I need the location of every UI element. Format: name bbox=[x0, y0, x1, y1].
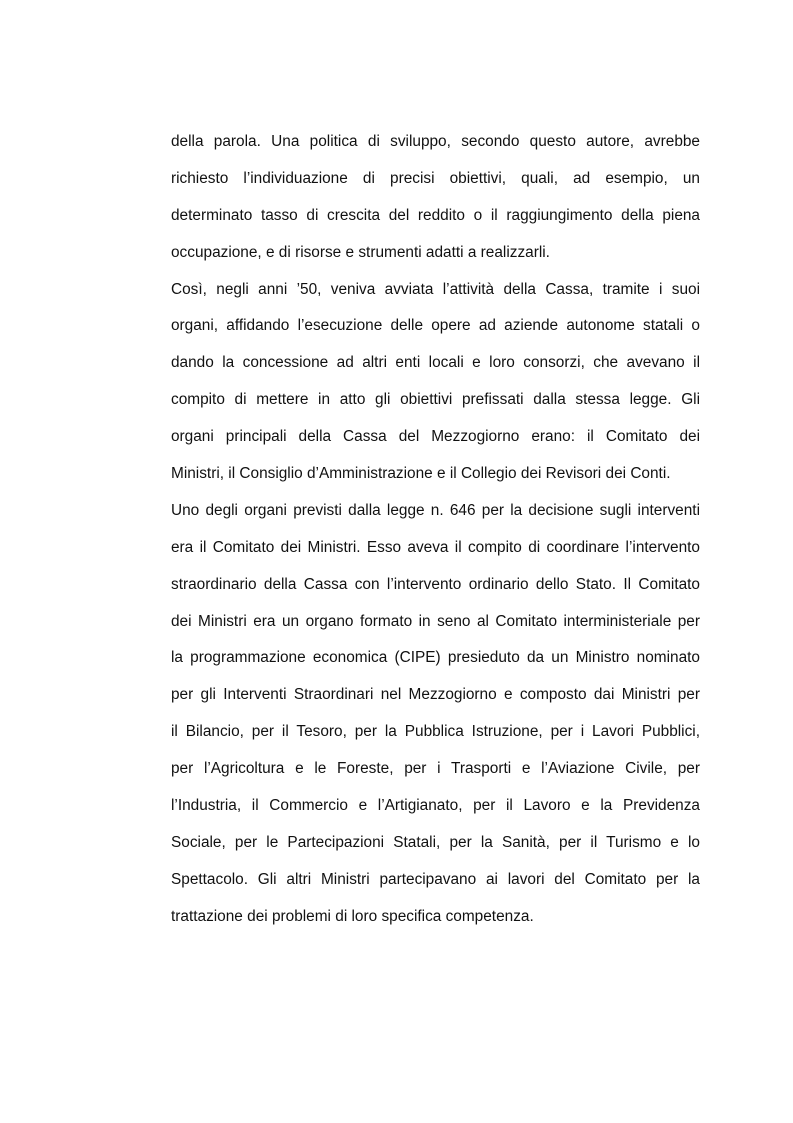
text-line: dei Ministri era un organo formato in seno al Comitato interministeriale per bbox=[171, 612, 700, 630]
text-line: organi principali della Cassa del Mezzogiorno erano: il Comitato dei bbox=[171, 428, 700, 446]
text-line: per l’Agricoltura e le Foreste, per i Trasporti e l’Aviazione Civile, per bbox=[171, 760, 700, 778]
text-line: straordinario della Cassa con l’intervento ordinario dello Stato. Il Comitato bbox=[171, 575, 700, 593]
text-line: determinato tasso di crescita del reddito o il raggiungimento della piena bbox=[171, 206, 700, 224]
text-line: per gli Interventi Straordinari nel Mezzogiorno e composto dai Ministri per bbox=[171, 686, 700, 704]
text-line: Ministri, il Consiglio d’Amministrazione e il Collegio dei Revisori dei Conti. bbox=[171, 465, 671, 483]
text-line: occupazione, e di risorse e strumenti adatti a realizzarli. bbox=[171, 243, 550, 261]
text-line: compito di mettere in atto gli obiettivi prefissati dalla stessa legge. Gli bbox=[171, 391, 700, 409]
text-line: Così, negli anni ’50, veniva avviata l’attività della Cassa, tramite i suoi bbox=[171, 280, 700, 298]
text-line: Spettacolo. Gli altri Ministri partecipavano ai lavori del Comitato per la bbox=[171, 870, 700, 888]
text-line: della parola. Una politica di sviluppo, secondo questo autore, avrebbe bbox=[171, 133, 700, 150]
text-line: la programmazione economica (CIPE) presieduto da un Ministro nominato bbox=[171, 649, 700, 667]
text-line: Uno degli organi previsti dalla legge n. 646 per la decisione sugli interventi bbox=[171, 501, 700, 519]
body-text bbox=[171, 124, 700, 936]
text-line: trattazione dei problemi di loro specifica competenza. bbox=[171, 907, 534, 925]
text-line: era il Comitato dei Ministri. Esso aveva il compito di coordinare l’intervento bbox=[171, 538, 700, 556]
text-line: dando la concessione ad altri enti locali e loro consorzi, che avevano il bbox=[171, 354, 700, 372]
text-line: organi, affidando l’esecuzione delle opere ad aziende autonome statali o bbox=[171, 317, 700, 335]
text-line: l’Industria, il Commercio e l’Artigianato, per il Lavoro e la Previdenza bbox=[171, 797, 700, 815]
text-line: Sociale, per le Partecipazioni Statali, per la Sanità, per il Turismo e lo bbox=[171, 833, 700, 851]
text-line: il Bilancio, per il Tesoro, per la Pubblica Istruzione, per i Lavori Pubblici, bbox=[171, 723, 700, 741]
text-line: richiesto l’individuazione di precisi obiettivi, quali, ad esempio, un bbox=[171, 169, 700, 187]
